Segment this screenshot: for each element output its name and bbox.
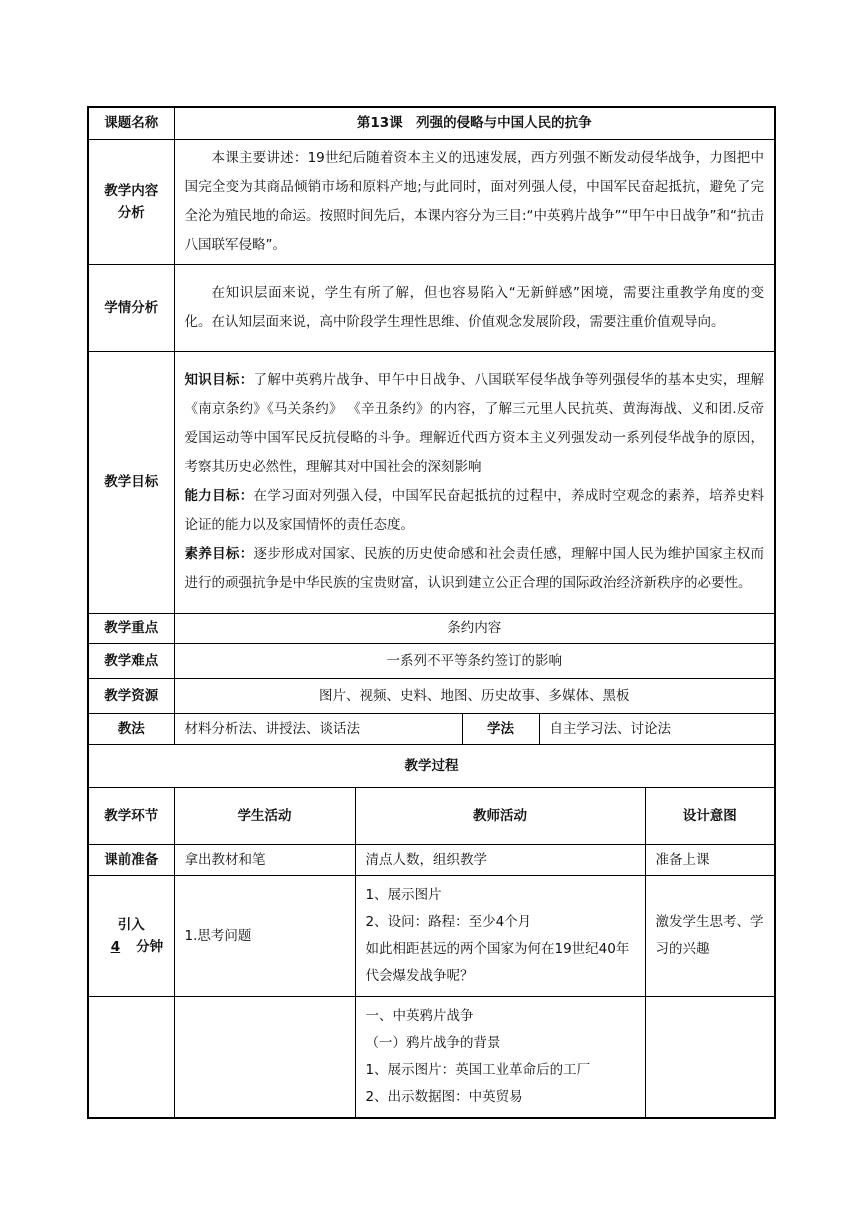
row-resources [88,678,775,713]
part1-teacher [355,996,645,1118]
prep-teacher: 清点人数，组织教学 [355,844,645,875]
row-student-analysis [88,264,775,351]
header-teacher-activity: 教师活动 [355,787,645,844]
course-name-value: 第13课 列强的侵略与中国人民的抗争 [174,107,775,139]
knowledge-objective-text: 了解中英鸦片战争、甲午中日战争、八国联军侵华战争等列强侵华的基本史实，理解《南京条约》《马关条约》 《辛丑条约》的内容，了解三元里人民抗英、黄海海战、义和团.反帝爱国运动等中国军民反抗侵略的斗争。理解近代西方资本主义列强发动一系列侵华战争的原因，考察其历史必然性，理解其对中国社会的深刻影响 [184,372,765,475]
header-stage: 教学环节 [88,787,174,844]
part1-teacher-line: 一、中英鸦片战争 [365,1007,474,1024]
objectives-label: 教学目标 [88,351,174,613]
key-point-value: 条约内容 [174,613,775,643]
row-key-point [88,613,775,643]
intro-intent: 激发学生思考、学习的兴趣 [645,875,775,996]
intro-stage-duration [89,936,174,958]
part1-stage [88,996,174,1118]
ability-objective-title: 能力目标： [184,488,254,504]
content-analysis-cell [174,139,775,264]
row-content-analysis [88,139,775,264]
row-prep [88,844,775,875]
row-part1 [88,996,775,1118]
knowledge-objective [185,366,765,482]
part1-intent [645,996,775,1118]
learn-method-label: 学法 [462,713,539,744]
part1-teacher-line: （一）鸦片战争的背景 [365,1034,501,1051]
literacy-objective-title: 素养目标： [184,546,254,562]
intro-stage-title: 引入 [117,916,145,933]
intro-teacher-line: 1、展示图片 [365,886,442,903]
prep-stage: 课前准备 [88,844,174,875]
course-name-label: 课题名称 [88,107,174,139]
key-point-label: 教学重点 [88,613,174,643]
teach-method-value: 材料分析法、讲授法、谈话法 [174,713,462,744]
header-design-intent: 设计意图 [645,787,775,844]
ability-objective-text: 在学习面对列强入侵，中国军民奋起抵抗的过程中，养成时空观念的素养，培养史料论证的能力以及家国情怀的责任态度。 [184,488,765,533]
ability-objective [185,482,765,540]
lesson-plan-page [87,106,774,1119]
teach-method-label: 教法 [88,713,174,744]
difficulty-value: 一系列不平等条约签订的影响 [174,643,775,678]
literacy-objective-text: 逐步形成对国家、民族的历史使命感和社会责任感，理解中国人民为维护国家主权而进行的顽强抗争是中华民族的宝贵财富，认识到建立公正合理的国际政治经济新秩序的必要性。 [184,546,765,591]
intro-teacher-line: 如此相距甚远的两个国家为何在19世纪40年代会爆发战争呢？ [365,940,630,984]
objectives-cell [174,351,775,613]
intro-teacher [355,875,645,996]
intro-minutes-unit: 分钟 [136,938,164,955]
row-methods [88,713,775,744]
content-analysis-label-line2: 分析 [117,204,145,221]
intro-student: 1.思考问题 [174,875,355,996]
part1-teacher-line: 2、出示数据图：中英贸易 [365,1088,523,1105]
row-intro [88,875,775,996]
prep-intent: 准备上课 [645,844,775,875]
row-course-name [88,107,775,139]
prep-student: 拿出教材和笔 [174,844,355,875]
content-analysis-text: 本课主要讲述：19世纪后随着资本主义的迅速发展，西方列强不断发动侵华战争，力图把中国完全变为其商品倾销市场和原料产地;与此同时，面对列强人侵，中国军民奋起抵抗，避免了完全沦为殖民地的命运。按照时间先后，本课内容分为三目:“中英鸦片战争”“甲午中日战争”和“抗击八国联军侵略”。 [184,149,765,253]
process-title: 教学过程 [88,744,775,787]
row-objectives [88,351,775,613]
part1-student [174,996,355,1118]
content-analysis-label-line1: 教学内容 [104,182,159,199]
row-process-headers [88,787,775,844]
intro-minutes: 4 [110,938,121,955]
row-difficulty [88,643,775,678]
knowledge-objective-title: 知识目标： [184,372,254,388]
student-analysis-cell [174,264,775,351]
row-process-title [88,744,775,787]
content-analysis-label [88,139,174,264]
resources-value: 图片、视频、史料、地图、历史故事、多媒体、黑板 [174,678,775,713]
lesson-plan-table [87,106,776,1119]
student-analysis-label: 学情分析 [88,264,174,351]
part1-teacher-line: 1、展示图片：英国工业革命后的工厂 [365,1061,591,1078]
learn-method-value: 自主学习法、讨论法 [539,713,775,744]
header-student-activity: 学生活动 [174,787,355,844]
intro-teacher-line: 2、设问：路程：至少4个月 [365,913,532,930]
resources-label: 教学资源 [88,678,174,713]
literacy-objective [185,540,765,598]
difficulty-label: 教学难点 [88,643,174,678]
student-analysis-text: 在知识层面来说，学生有所了解，但也容易陷入“无新鲜感”困境，需要注重教学角度的变化。在认知层面来说，高中阶段学生理性思维、价值观念发展阶段，需要注重价值观导向。 [184,284,765,330]
intro-stage [88,875,174,996]
